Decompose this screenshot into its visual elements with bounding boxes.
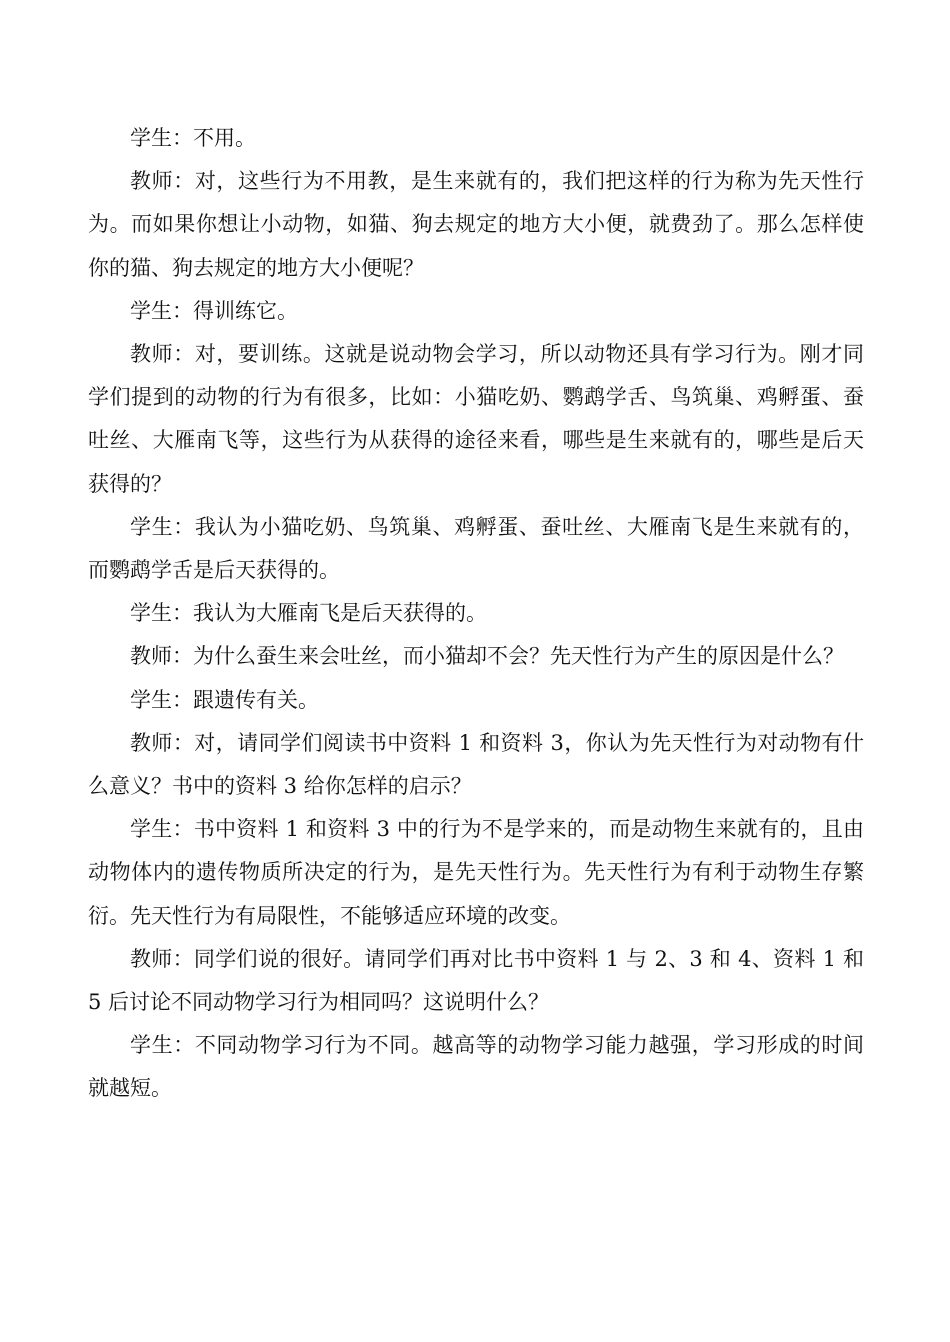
paragraph-10: 学生：书中资料 1 和资料 3 中的行为不是学来的，而是动物生来就有的，且由动物体内的遗传物质所决定的行为，是先天性行为。先天性行为有利于动物生存繁衍。先天性行为有局限性，不能够适应环境的改变。	[88, 817, 864, 928]
paragraph-6: 学生：我认为大雁南飞是后天获得的。	[130, 601, 487, 626]
paragraph-12: 学生：不同动物学习行为不同。越高等的动物学习能力越强，学习形成的时间就越短。	[88, 1033, 864, 1101]
paragraph-8: 学生：跟遗传有关。	[130, 687, 319, 712]
paragraph-9: 教师：对，请同学们阅读书中资料 1 和资料 3，你认为先天性行为对动物有什么意义？书中的资料 3 给你怎样的启示？	[88, 730, 864, 799]
paragraph-7: 教师：为什么蚕生来会吐丝，而小猫却不会？先天性行为产生的原因是什么？	[130, 644, 844, 669]
paragraph-4: 教师：对，要训练。这就是说动物会学习，所以动物还具有学习行为。刚才同学们提到的动物的行为有很多，比如：小猫吃奶、鹦鹉学舌、鸟筑巢、鸡孵蛋、蚕吐丝、大雁南飞等，这些行为从获得的途径来看，哪些是生来就有的，哪些是后天获得的？	[88, 342, 864, 496]
paragraph-11: 教师：同学们说的很好。请同学们再对比书中资料 1 与 2、3 和 4、资料 1 和 5 后讨论不同动物学习行为相同吗？这说明什么？	[88, 946, 864, 1015]
paragraph-3: 学生：得训练它。	[130, 298, 298, 323]
paragraph-1: 学生：不用。	[130, 126, 256, 150]
paragraph-2: 教师：对，这些行为不用教，是生来就有的，我们把这样的行为称为先天性行为。而如果你想让小动物，如猫、狗去规定的地方大小便，就费劲了。那么怎样使你的猫、狗去规定的地方大小便呢？	[88, 169, 864, 280]
paragraph-5: 学生：我认为小猫吃奶、鸟筑巢、鸡孵蛋、蚕吐丝、大雁南飞是生来就有的，而鹦鹉学舌是后天获得的。	[88, 514, 864, 583]
document-body	[88, 117, 864, 1111]
